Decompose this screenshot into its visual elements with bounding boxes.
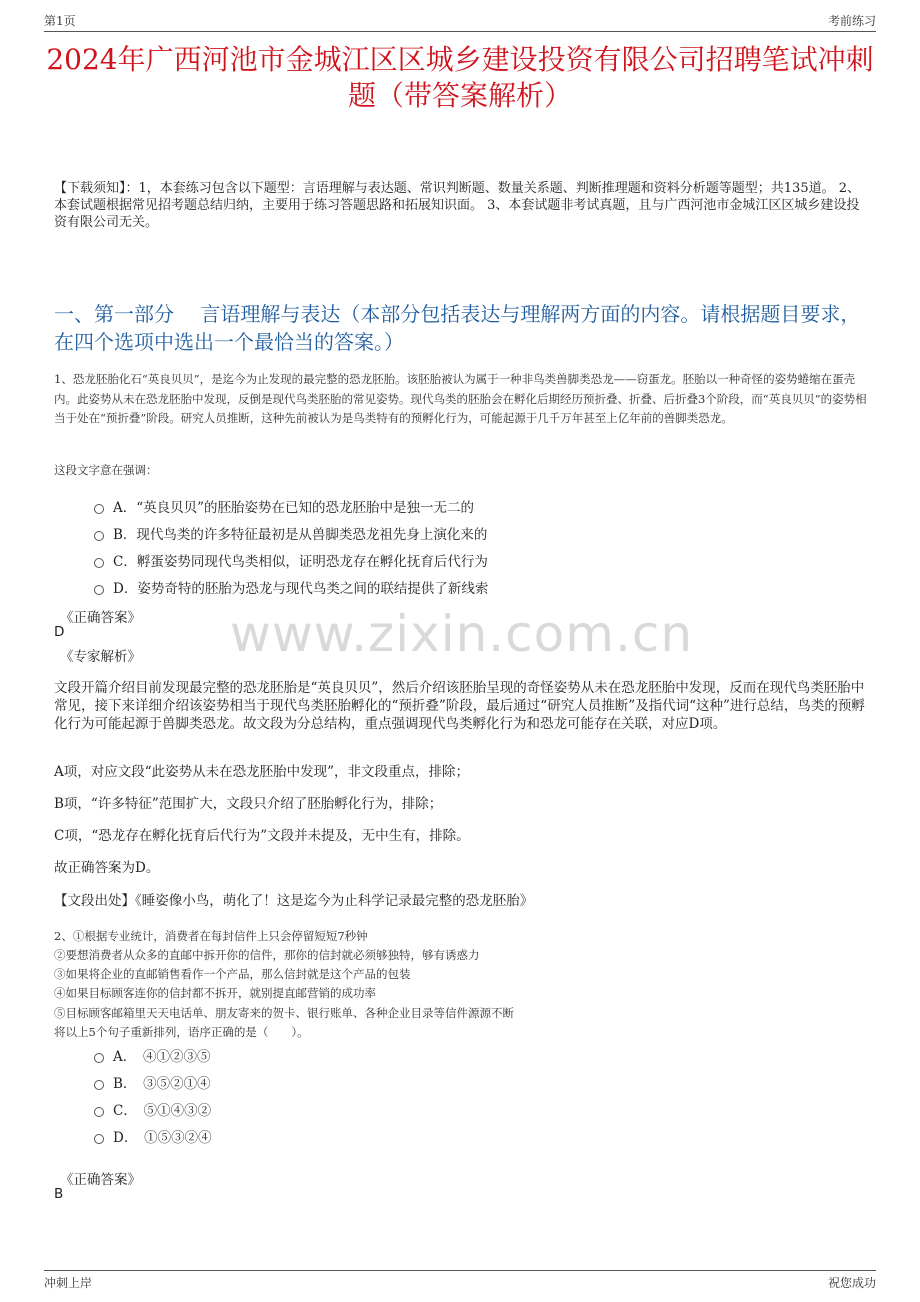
header-divider	[44, 31, 876, 32]
option-label: A．“英良贝贝”的胚胎姿势在已知的恐龙胚胎中是独一无二的	[113, 500, 475, 516]
footer-left: 冲刺上岸	[44, 1276, 93, 1290]
option-label: D．姿势奇特的胚胎为恐龙与现代鸟类之间的联结提供了新线索	[113, 581, 489, 597]
radio-icon[interactable]	[94, 1134, 104, 1144]
q1-analysis-conclusion: 故正确答案为D。	[54, 860, 160, 876]
q2-option-b[interactable]	[94, 1072, 211, 1092]
header-tag: 考前练习	[827, 14, 876, 28]
option-label: C． ⑤①④③②	[113, 1103, 212, 1119]
option-label: B．现代鸟类的许多特征最初是从兽脚类恐龙祖先身上演化来的	[113, 527, 488, 543]
q1-analysis-c: C项，“恐龙存在孵化抚育后代行为”文段并未提及，无中生有，排除。	[54, 828, 470, 844]
option-label: B． ③⑤②①④	[113, 1076, 211, 1092]
q2-line-3: ③如果将企业的直邮销售看作一个产品，那么信封就是这个产品的包装	[54, 967, 411, 981]
q1-analysis-summary: 文段开篇介绍目前发现最完整的恐龙胚胎是“英良贝贝”，然后介绍该胚胎呈现的奇怪姿势从未在恐龙胚胎中发现，反而在现代鸟类胚胎中常见，接下来详细介绍该姿势相当于现代鸟类胚胎孵化的“预折叠”阶段，最后通过“研究人员推断”及指代词“这种”进行总结，鸟类的预孵化行为可能起源于兽脚类恐龙。故文段为分总结构，重点强调现代鸟类孵化行为和恐龙可能存在关联，对应D项。	[54, 680, 865, 732]
q2-option-c[interactable]	[94, 1099, 211, 1119]
q1-option-c[interactable]	[94, 550, 488, 570]
q2-line-4: ④如果目标顾客连你的信封都不拆开，就别提直邮营销的成功率	[54, 986, 376, 1000]
footer-divider	[44, 1270, 876, 1271]
q2-option-d[interactable]	[94, 1126, 212, 1146]
page-number: 第1页	[44, 14, 76, 28]
q1-answer: D	[54, 624, 65, 640]
q1-option-d[interactable]	[94, 577, 488, 597]
download-notice: 【下载须知】：1，本套练习包含以下题型：言语理解与表达题、常识判断题、数量关系题、判断推理题和资料分析题等题型；共135道。 2、本套试题根据常见招考题总结归纳，主要用于练习答题思路和拓展知识面。 3、本套试题非考试真题，且与广西河池市金城江区区城乡建设投资有限公司无关。	[54, 181, 860, 230]
q1-option-a[interactable]	[94, 496, 474, 516]
q2-answer-label: 《正确答案》	[60, 1172, 141, 1188]
radio-icon[interactable]	[94, 558, 104, 568]
radio-icon[interactable]	[94, 585, 104, 595]
q1-analysis-label: 《专家解析》	[60, 649, 141, 665]
q1-analysis-b: B项，“许多特征”范围扩大，文段只介绍了胚胎孵化行为，排除；	[54, 796, 443, 812]
q1-source: 【文段出处】《睡姿像小鸟，萌化了！这是迄今为止科学记录最完整的恐龙胚胎》	[54, 893, 534, 909]
radio-icon[interactable]	[94, 504, 104, 514]
q1-option-b[interactable]	[94, 523, 487, 543]
q1-analysis-a: A项，对应文段“此姿势从未在恐龙胚胎中发现”，非文段重点，排除；	[54, 764, 470, 780]
q1-answer-label: 《正确答案》	[60, 610, 141, 626]
option-label: A． ④①②③⑤	[113, 1049, 211, 1065]
question-1-text: 1、恐龙胚胎化石“英良贝贝”，是迄今为止发现的最完整的恐龙胚胎。该胚胎被认为属于一种非鸟类兽脚类恐龙——窃蛋龙。胚胎以一种奇怪的姿势蜷缩在蛋壳内。此姿势从未在恐龙胚胎中发现，反倒是现代鸟类胚胎的常见姿势。现代鸟类的胚胎会在孵化后期经历预折叠、折叠、后折叠3个阶段，而“英良贝贝”的姿势相当于处在“预折叠”阶段。研究人员推断，这种先前被认为是鸟类特有的预孵化行为，可能起源于几千万年甚至上亿年前的兽脚类恐龙。	[54, 372, 867, 425]
q2-answer: B	[54, 1186, 64, 1202]
q2-line-1: 2、①根据专业统计，消费者在每封信件上只会停留短短7秒钟	[54, 929, 368, 943]
q2-line-5: ⑤目标顾客邮箱里天天电话单、朋友寄来的贺卡、银行账单、各种企业目录等信件源源不断	[54, 1006, 514, 1020]
q2-option-a[interactable]	[94, 1045, 211, 1065]
option-label: D． ①⑤③②④	[113, 1130, 212, 1146]
option-label: C．孵蛋姿势同现代鸟类相似，证明恐龙存在孵化抚育后代行为	[113, 554, 488, 570]
footer-right: 祝您成功	[827, 1276, 876, 1290]
radio-icon[interactable]	[94, 1053, 104, 1063]
watermark: www.zixin.com.cn	[230, 605, 694, 663]
radio-icon[interactable]	[94, 1107, 104, 1117]
q2-line-2: ②要想消费者从众多的直邮中拆开你的信件，那你的信封就必须够独特，够有诱惑力	[54, 948, 480, 962]
q2-prompt: 将以上5个句子重新排列，语序正确的是（ ）。	[54, 1025, 309, 1039]
radio-icon[interactable]	[94, 531, 104, 541]
question-1-prompt: 这段文字意在强调：	[54, 463, 158, 477]
section-heading: 一、第一部分 言语理解与表达（本部分包括表达与理解两方面的内容。请根据题目要求，在四个选项中选出一个最恰当的答案。）	[54, 302, 861, 354]
document-title: 2024年广西河池市金城江区区城乡建设投资有限公司招聘笔试冲刺题（带答案解析）	[46, 43, 874, 112]
radio-icon[interactable]	[94, 1080, 104, 1090]
